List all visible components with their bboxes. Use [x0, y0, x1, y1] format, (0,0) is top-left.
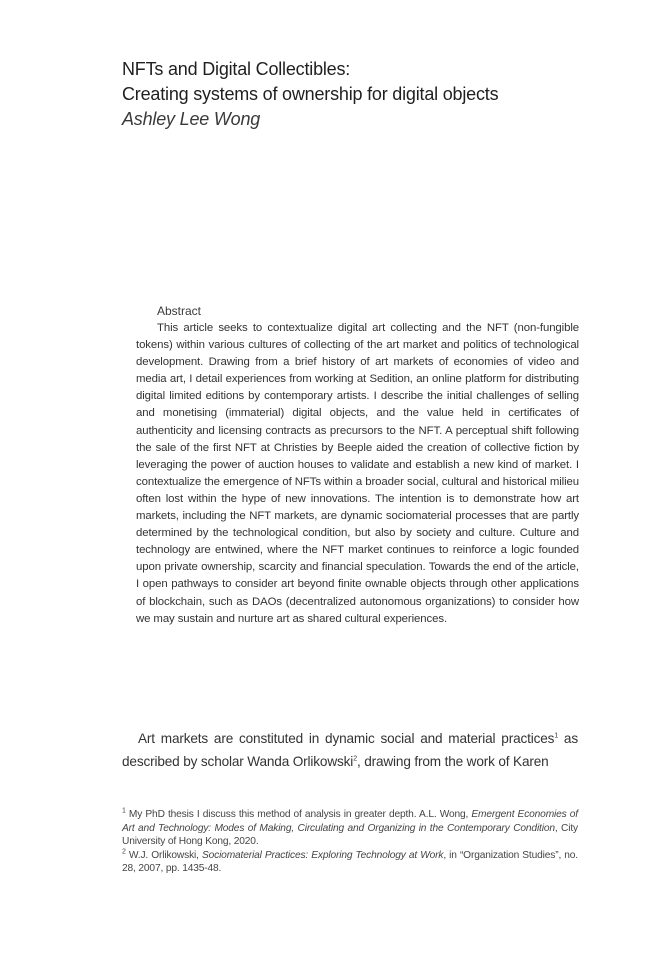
footnote-2-number: 2: [122, 848, 126, 856]
footnote-1-title: Emergent Economies of Art and Technology: Modes of Making, Circulating and Organizing in the Contemporary Condition: [122, 809, 578, 834]
title-line-1: NFTs and Digital Collectibles:: [122, 59, 351, 79]
body-text-part-3: , drawing from the work of Karen: [356, 754, 549, 769]
body-text-part-1: Art markets are constituted in dynamic social and material practices: [138, 731, 555, 746]
footnotes: [122, 808, 578, 876]
author-name: Ashley Lee Wong: [122, 109, 261, 129]
footnote-ref-2: 2: [353, 755, 357, 763]
footnote-2-text: W.J. Orlikowski,: [125, 849, 202, 861]
footnote-1: [122, 808, 578, 849]
body-paragraph: [122, 727, 578, 773]
abstract-text: This article seeks to contextualize digital art collecting and the NFT (non-fungible tokens) within various cultures of collecting of the art market and politics of technological development. Drawing from a brief history of art markets of economies of video and media art, I detail experiences from working at Sedition, an online platform for distributing digital limited editions by contemporary artists. I describe the initial challenges of selling and monetising (immaterial) digital objects, and the value held in certificates of authenticity and licensing contracts as precursors to the NFT. A perceptual shift following the sale of the first NFT at Christies by Beeple aided the creation of collective fiction by leveraging the power of auction houses to validate and establish a new kind of market. I contextualize the emergence of NFTs within a broader social, cultural and historical milieu often lost within the hype of new innovations. The intention is to demonstrate how art markets, including the NFT markets, are dynamic sociomaterial processes that are partly determined by the technological condition, but also by society and culture. Culture and technology are entwined, where the NFT market continues to reinforce a logic founded upon private ownership, scarcity and financial speculation. Towards the end of the article, I open pathways to consider art beyond finite ownable objects through other applications of blockchain, such as DAOs (decentralized autonomous organizations) to consider how we may sustain and nurture art as shared cultural experiences.: [136, 322, 579, 625]
footnote-1-number: 1: [122, 807, 126, 815]
abstract-heading: Abstract: [157, 304, 202, 318]
footnote-2-source: , in “Organization Studies”, no. 28, 2007, pp. 1435-48.: [122, 849, 578, 875]
title-line-2: Creating systems of ownership for digital objects: [122, 84, 499, 104]
article-title: [122, 57, 498, 107]
body-text-part-2: as described by scholar Wanda Orlikowski: [122, 731, 578, 769]
footnote-1-source: , City University of Hong Kong, 2020.: [122, 822, 578, 848]
footnote-ref-1: 1: [554, 732, 559, 740]
footnote-1-text: My PhD thesis I discuss this method of analysis in greater depth. A.L. Wong,: [125, 809, 472, 820]
footnote-2-title: Sociomaterial Practices: Exploring Technology at Work: [201, 849, 444, 861]
footnote-2: [122, 849, 578, 876]
